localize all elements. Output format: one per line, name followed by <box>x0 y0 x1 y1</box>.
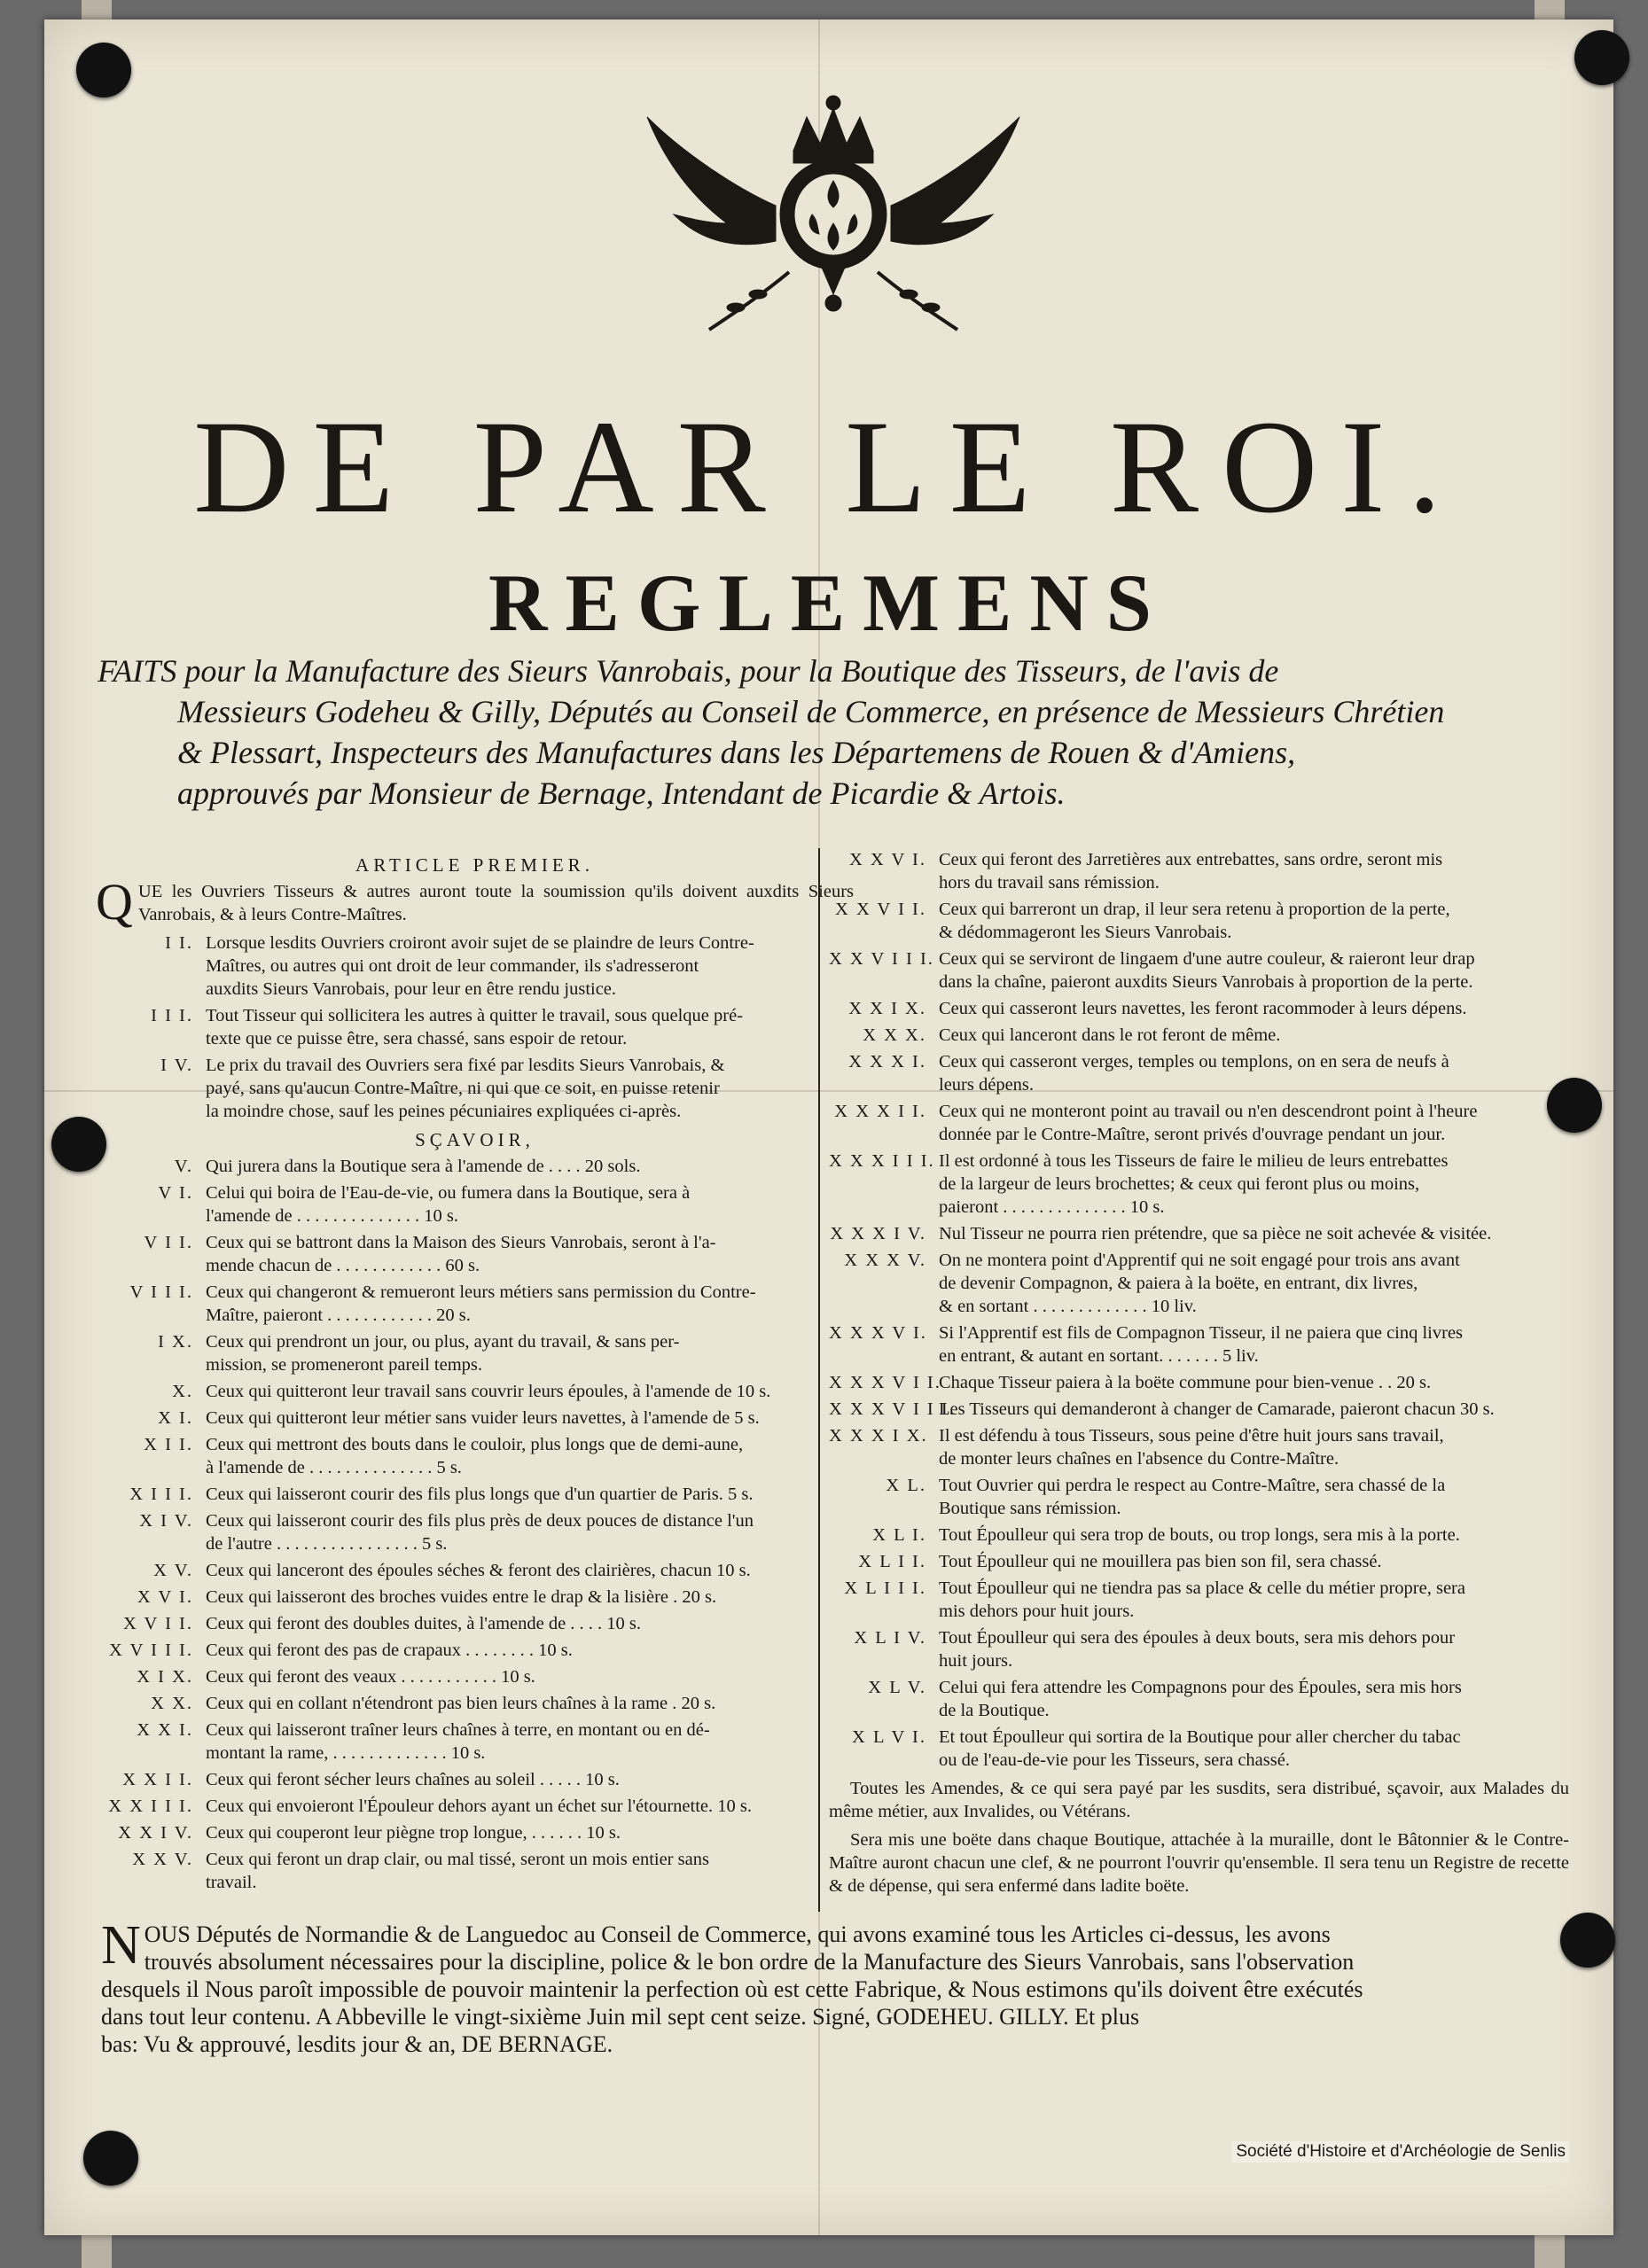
article-line: Ceux qui feront un drap clair, ou mal tissé, seront un mois entier sans <box>206 1850 709 1869</box>
articles-list-a <box>96 931 854 1123</box>
article-text <box>939 1398 1569 1421</box>
article-number: X L I I. <box>858 1552 926 1571</box>
pin-icon <box>1560 1913 1615 1968</box>
article-text <box>939 1550 1569 1573</box>
article-text <box>206 1380 854 1403</box>
article-number: X X. <box>151 1694 193 1713</box>
article-item <box>829 1371 1569 1394</box>
article-number: X I. <box>158 1408 193 1428</box>
article-line: Tout Époulleur qui sera trop de bouts, ou trop longs, sera mis à la porte. <box>939 1525 1460 1545</box>
preamble-line: Messieurs Godeheu & Gilly, Députés au Conseil de Commerce, en présence de Messieurs Chrétien <box>177 694 1445 729</box>
article-text <box>206 1231 854 1277</box>
article-number: X I I. <box>144 1435 193 1454</box>
article-line: Ceux qui laisseront des broches vuides entre le drap & la lisière . 20 s. <box>206 1587 717 1607</box>
scavoir-heading: SÇAVOIR, <box>415 1129 535 1150</box>
article-line: Tout Ouvrier qui perdra le respect au Contre-Maître, sera chassé de la <box>939 1476 1446 1495</box>
article-line: donnée par le Contre-Maître, seront privés d'ouvrage pendant un jour. <box>939 1125 1446 1144</box>
article-text <box>206 1330 854 1376</box>
closing-line: trouvés absolument nécessaires pour la discipline, police & le bon ordre de la Manufacture des Sieurs Vanrobais, sans l'observation <box>144 1949 1355 1975</box>
article-item <box>829 1577 1569 1623</box>
article-number: X X V I I I. <box>829 949 934 969</box>
article-number: X X X. <box>863 1025 926 1045</box>
article-text <box>206 1848 854 1894</box>
article-line: montant la rame, . . . . . . . . . . . . . 10 s. <box>206 1743 486 1763</box>
article-item <box>829 848 1569 894</box>
article-line: Qui jurera dans la Boutique sera à l'amende de . . . . 20 sols. <box>206 1157 641 1176</box>
article-item <box>96 1719 854 1765</box>
article-item <box>829 1474 1569 1520</box>
article-text <box>939 1249 1569 1318</box>
article-number: X X V I. <box>849 850 926 869</box>
article-text <box>939 1321 1569 1368</box>
article-number: X X X V I I I. <box>829 1399 956 1419</box>
article-item <box>96 1665 854 1688</box>
article-line: leurs dépens. <box>939 1075 1035 1095</box>
article-item <box>96 1586 854 1609</box>
article-item <box>96 1380 854 1403</box>
article-line: Ceux qui prendront un jour, ou plus, ayant du travail, & sans per- <box>206 1332 680 1352</box>
article-text <box>939 947 1569 994</box>
preamble <box>98 651 1569 814</box>
article-text <box>206 1155 854 1178</box>
article-line: à l'amende de . . . . . . . . . . . . . . 5 s. <box>206 1458 462 1477</box>
article-text <box>206 1181 854 1228</box>
articles-list-b <box>96 1155 854 1894</box>
article-item <box>829 947 1569 994</box>
article-line: Et tout Époulleur qui sortira de la Boutique pour aller chercher du tabac <box>939 1727 1461 1747</box>
closing-line: OUS Députés de Normandie & de Languedoc au Conseil de Commerce, qui avons examiné tous les Articles ci-dessus, les avons <box>144 1921 1331 1947</box>
article-number: V. <box>174 1157 193 1176</box>
article-line: & dédommageront les Sieurs Vanrobais. <box>939 923 1232 942</box>
article-number: X X X I I. <box>834 1102 926 1121</box>
article-line: Ceux qui quitteront leur métier sans vuider leurs navettes, à l'amende de 5 s. <box>206 1408 760 1428</box>
closing-statement <box>101 1915 1573 2058</box>
article-item <box>829 1050 1569 1096</box>
article-text <box>939 1050 1569 1096</box>
article-line: de devenir Compagnon, & paiera à la boëte, en entrant, dix livres, <box>939 1274 1418 1293</box>
article-line: Ceux qui feront des doubles duites, à l'amende de . . . . 10 s. <box>206 1614 642 1633</box>
article-item <box>96 1639 854 1662</box>
article-text <box>939 1626 1569 1672</box>
article-line: Ceux qui laisseront traîner leurs chaînes à terre, en montant ou en dé- <box>206 1720 710 1740</box>
article-text <box>206 1795 854 1818</box>
article-line: Ceux qui quitteront leur travail sans couvrir leurs époules, à l'amende de 10 s. <box>206 1382 771 1401</box>
article-line: Ceux qui laisseront courir des fils plus près de deux pouces de distance l'un <box>206 1511 754 1531</box>
article-line: Ceux qui casseront leurs navettes, les feront racommoder à leurs dépens. <box>939 999 1467 1018</box>
article-line: Ceux qui feront des veaux . . . . . . . . . . . 10 s. <box>206 1667 535 1687</box>
article-item <box>96 1483 854 1506</box>
article-line: Ceux qui laisseront courir des fils plus longs que d'un quartier de Paris. 5 s. <box>206 1485 754 1504</box>
article-line: texte que ce puisse être, sera chassé, sans espoir de retour. <box>206 1029 628 1048</box>
article-line: Tout Époulleur qui ne tiendra pas sa place & celle du métier propre, sera <box>939 1578 1465 1598</box>
article-line: Maîtres, ou autres qui ont droit de leur commander, ils s'adresseront <box>206 956 699 976</box>
article-line: Ceux qui envoieront l'Épouleur dehors ayant un échet sur l'étournette. 10 s. <box>206 1796 752 1816</box>
poster-sheet <box>44 19 1613 2235</box>
article-line: Ceux qui changeront & remueront leurs métiers sans permission du Contre- <box>206 1282 756 1302</box>
article-line: huit jours. <box>939 1651 1013 1671</box>
article-number: X I X. <box>137 1667 193 1687</box>
article-line: On ne montera point d'Apprentif qui ne soit engagé pour trois ans avant <box>939 1251 1460 1270</box>
drop-cap: N <box>101 1915 141 1976</box>
article-item <box>96 1848 854 1894</box>
article-number: X X X V I I. <box>829 1373 941 1392</box>
article-text <box>939 1424 1569 1470</box>
article-text <box>939 1726 1569 1772</box>
article-number: X L V I. <box>852 1727 926 1747</box>
article-line: Il est défendu à tous Tisseurs, sous peine d'être huit jours sans travail, <box>939 1426 1444 1446</box>
article-text <box>939 1371 1569 1394</box>
article-line: Ceux qui ne monteront point au travail ou n'en descendront point à l'heure <box>939 1102 1478 1121</box>
article-item <box>96 1054 854 1123</box>
article-line: & en sortant . . . . . . . . . . . . . 10 liv. <box>939 1297 1197 1316</box>
article-item <box>829 1222 1569 1245</box>
article-line: mende chacun de . . . . . . . . . . . . 60 s. <box>206 1256 480 1275</box>
article-text <box>206 1054 854 1123</box>
article-number: X. <box>172 1382 193 1401</box>
article-item <box>829 997 1569 1020</box>
article-line: mission, se promeneront pareil temps. <box>206 1355 482 1375</box>
note-amendes: Toutes les Amendes, & ce qui sera payé par les susdits, sera distribué, sçavoir, aux Malades du même métier, aux Invalides, ou Vétérans. <box>829 1779 1569 1821</box>
article-line: Ceux qui mettront des bouts dans le couloir, plus longs que de demi-aune, <box>206 1435 744 1454</box>
preamble-line: approuvés par Monsieur de Bernage, Intendant de Picardie & Artois. <box>177 775 1066 811</box>
article-line: paieront . . . . . . . . . . . . . . 10 s. <box>939 1197 1165 1217</box>
article-number: X X V I I. <box>835 900 926 919</box>
right-column <box>829 848 1569 1901</box>
article-text <box>206 1004 854 1050</box>
article-line: de l'autre . . . . . . . . . . . . . . . . 5 s. <box>206 1534 448 1554</box>
article-line: de la largeur de leurs brochettes; & ceux qui feront plus ou moins, <box>939 1174 1420 1194</box>
article-line: Ceux qui se serviront de lingaem d'une autre couleur, & raieront leur drap <box>939 949 1475 969</box>
article-item <box>96 1692 854 1715</box>
pin-icon <box>76 43 131 97</box>
closing-line: desquels il Nous paroît impossible de pouvoir maintenir la perfection où est cette Fabrique, & Nous estimons qu'ils doivent être exécutés <box>101 1976 1363 2002</box>
article-line: en entrant, & autant en sortant. . . . . . . 5 liv. <box>939 1346 1259 1366</box>
article-text <box>939 1524 1569 1547</box>
article-number: X X I. <box>137 1720 193 1740</box>
article-line: Il est ordonné à tous les Tisseurs de faire le milieu de leurs entrebattes <box>939 1151 1449 1171</box>
note-boete: Sera mis une boëte dans chaque Boutique, attachée à la muraille, dont le Bâtonnier & le Contre-Maître auront chacun une clef, & ne pourront l'ouvrir qu'ensemble. Il sera tenu un Registre de recette & de dépense, qui sera enfermé dans ladite boëte. <box>829 1830 1569 1896</box>
article-text <box>939 1222 1569 1245</box>
article-number: X V I I. <box>122 1614 193 1633</box>
closing-line: dans tout leur contenu. A Abbeville le vingt-sixième Juin mil sept cent seize. Signé, GODEHEU. GILLY. Et plus <box>101 2004 1140 2030</box>
article-text <box>206 1559 854 1582</box>
article-text <box>206 1483 854 1506</box>
article-number: I V. <box>160 1056 193 1075</box>
article-number: V I I I. <box>129 1282 193 1302</box>
article-number: X X X I I I. <box>829 1151 935 1171</box>
article-line: Tout Époulleur qui ne mouillera pas bien son fil, sera chassé. <box>939 1552 1382 1571</box>
article-text <box>206 1821 854 1844</box>
article-number: X X I V. <box>118 1823 193 1843</box>
article-line: Maître, paieront . . . . . . . . . . . . 20 s. <box>206 1305 471 1325</box>
article-line: Le prix du travail des Ouvriers sera fixé par lesdits Sieurs Vanrobais, & <box>206 1056 725 1075</box>
royal-crest-icon <box>629 82 1037 374</box>
article-item <box>96 1181 854 1228</box>
article-number: X L I I I. <box>844 1578 926 1598</box>
poster-subtitle: REGLEMENS <box>488 557 1169 648</box>
article-number: V I I. <box>144 1233 193 1252</box>
article-line: l'amende de . . . . . . . . . . . . . . 10 s. <box>206 1206 458 1226</box>
article-line: Ceux qui lanceront dans le rot feront de même. <box>939 1025 1281 1045</box>
article-item <box>829 1321 1569 1368</box>
article-text <box>206 1586 854 1609</box>
article-line: de la Boutique. <box>939 1701 1050 1720</box>
article-item <box>829 1550 1569 1573</box>
article-line: mis dehors pour huit jours. <box>939 1602 1135 1621</box>
article-line: auxdits Sieurs Vanrobais, pour leur en être rendu justice. <box>206 979 617 999</box>
article-item <box>96 1821 854 1844</box>
article-item <box>829 1424 1569 1470</box>
article-number: X X X I V. <box>830 1224 926 1243</box>
article-text <box>206 1665 854 1688</box>
poster-title: DE PAR LE ROI. <box>193 394 1464 541</box>
article-text <box>206 1281 854 1327</box>
article-line: Tout Tisseur qui sollicitera les autres à quitter le travail, sous quelque pré- <box>206 1006 744 1025</box>
article-item <box>96 1407 854 1430</box>
left-column <box>96 848 854 1898</box>
article-text <box>206 1433 854 1479</box>
article-text <box>939 1676 1569 1722</box>
article-number: X I I I. <box>129 1485 193 1504</box>
articles-list-right <box>829 848 1569 1772</box>
article-number: X V I I I. <box>109 1641 193 1660</box>
article-item <box>829 1100 1569 1146</box>
article-line: Ceux qui se battront dans la Maison des Sieurs Vanrobais, seront à l'a- <box>206 1233 716 1252</box>
article-item <box>96 1433 854 1479</box>
article-item <box>829 1676 1569 1722</box>
article-line: Ceux qui casseront verges, temples ou templons, on en sera de neufs à <box>939 1052 1449 1072</box>
article-text <box>206 931 854 1001</box>
article-line: Lorsque lesdits Ouvriers croiront avoir sujet de se plaindre de leurs Contre- <box>206 933 754 953</box>
article-number: X L. <box>886 1476 926 1495</box>
article-number: V I. <box>158 1183 193 1203</box>
article-premier <box>96 873 854 931</box>
article-number: X X I X. <box>848 999 926 1018</box>
article-item <box>96 1612 854 1635</box>
article-number: I X. <box>158 1332 193 1352</box>
article-line: Nul Tisseur ne pourra rien prétendre, que sa pièce ne soit achevée & visitée. <box>939 1224 1492 1243</box>
article-text <box>206 1692 854 1715</box>
article-number: X X X I. <box>848 1052 926 1072</box>
article-item <box>829 1398 1569 1421</box>
article-line: de monter leurs chaînes en l'absence du Contre-Maître. <box>939 1449 1339 1469</box>
article-number: X L I V. <box>854 1628 926 1648</box>
article-line: ou de l'eau-de-vie pour les Tisseurs, sera chassé. <box>939 1750 1290 1770</box>
article-line: Celui qui boira de l'Eau-de-vie, ou fumera dans la Boutique, sera à <box>206 1183 691 1203</box>
article-number: X I V. <box>139 1511 193 1531</box>
article-item <box>829 898 1569 944</box>
article-number: X L I. <box>872 1525 926 1545</box>
article-text <box>939 1100 1569 1146</box>
article-number: X X I I I. <box>108 1796 193 1816</box>
article-line: Ceux qui lanceront des époules séches & feront des clairières, chacun 10 s. <box>206 1561 751 1580</box>
article-item <box>829 1150 1569 1219</box>
article-number: X X X V. <box>844 1251 926 1270</box>
article-text <box>206 1719 854 1765</box>
article-text <box>206 1639 854 1662</box>
article-text <box>939 898 1569 944</box>
article-line: Ceux qui feront des pas de crapaux . . . . . . . . 10 s. <box>206 1641 573 1660</box>
preamble-line: & Plessart, Inspecteurs des Manufactures dans les Départemens de Rouen & d'Amiens, <box>177 735 1296 770</box>
closing-line: bas: Vu & approuvé, lesdits jour & an, DE BERNAGE. <box>101 2031 613 2057</box>
article-line: Ceux qui couperont leur piègne trop longue, . . . . . . 10 s. <box>206 1823 621 1843</box>
article-text <box>939 1150 1569 1219</box>
article-number: X L V. <box>868 1678 926 1697</box>
drop-cap: Q <box>96 873 133 931</box>
article-number: X X X I X. <box>829 1426 928 1446</box>
photo-credit: Société d'Histoire et d'Archéologie de Senlis <box>1232 2141 1569 2163</box>
article-text <box>939 1577 1569 1623</box>
article-line: Ceux qui en collant n'étendront pas bien leurs chaînes à la rame . 20 s. <box>206 1694 716 1713</box>
article-line: dans la chaîne, paieront auxdits Sieurs Vanrobais à proportion de la perte. <box>939 972 1473 992</box>
article-item <box>96 1559 854 1582</box>
article-text <box>939 848 1569 894</box>
article-item <box>829 1524 1569 1547</box>
article-text <box>206 1509 854 1555</box>
article-item <box>96 931 854 1001</box>
article-number: I I. <box>165 933 193 953</box>
article-line: Les Tisseurs qui demanderont à changer de Camarade, paieront chacun 30 s. <box>939 1399 1495 1419</box>
pin-icon <box>83 2131 138 2186</box>
article-premier-text: UE les Ouvriers Tisseurs & autres auront toute la soumission qu'ils doivent auxdits Sieurs Vanrobais, & à leurs Contre-Maîtres. <box>137 882 854 924</box>
article-item <box>96 1330 854 1376</box>
article-text <box>206 1612 854 1635</box>
article-item <box>829 1024 1569 1047</box>
article-item <box>96 1509 854 1555</box>
article-item <box>829 1726 1569 1772</box>
pin-icon <box>1574 30 1629 85</box>
article-text <box>206 1768 854 1791</box>
article-text <box>206 1407 854 1430</box>
article-item <box>96 1004 854 1050</box>
article-item <box>96 1231 854 1277</box>
article-number: X V. <box>153 1561 193 1580</box>
article-line: Celui qui fera attendre les Compagnons pour des Époules, sera mis hors <box>939 1678 1462 1697</box>
article-line: Ceux qui barreront un drap, il leur sera retenu à proportion de la perte, <box>939 900 1450 919</box>
article-line: Tout Époulleur qui sera des époules à deux bouts, sera mis dehors pour <box>939 1628 1456 1648</box>
preamble-line: FAITS pour la Manufacture des Sieurs Vanrobais, pour la Boutique des Tisseurs, de l'avis de <box>98 653 1279 689</box>
article-item <box>96 1155 854 1178</box>
article-text <box>939 1024 1569 1047</box>
pin-icon <box>1547 1078 1602 1133</box>
article-line: payé, sans qu'aucun Contre-Maître, ni qui que ce soit, en puisse retenir <box>206 1079 720 1098</box>
article-line: Ceux qui feront sécher leurs chaînes au soleil . . . . . 10 s. <box>206 1770 620 1789</box>
article-item <box>829 1626 1569 1672</box>
article-number: X X X V I. <box>829 1323 927 1343</box>
article-number: X X V. <box>132 1850 193 1869</box>
article-number: I I I. <box>151 1006 193 1025</box>
article-number: X X I I. <box>122 1770 193 1789</box>
article-text <box>939 1474 1569 1520</box>
article-item <box>96 1281 854 1327</box>
article-item <box>829 1249 1569 1318</box>
pin-icon <box>51 1117 106 1172</box>
article-line: travail. <box>206 1873 257 1892</box>
article-line: hors du travail sans rémission. <box>939 873 1160 892</box>
article-item <box>96 1795 854 1818</box>
article-number: X V I. <box>137 1587 193 1607</box>
article-line: Boutique sans rémission. <box>939 1499 1121 1518</box>
article-item <box>96 1768 854 1791</box>
article-line: Ceux qui feront des Jarretières aux entrebattes, sans ordre, seront mis <box>939 850 1443 869</box>
article-line: Si l'Apprentif est fils de Compagnon Tisseur, il ne paiera que cinq livres <box>939 1323 1464 1343</box>
article-premier-heading: ARTICLE PREMIER. <box>355 854 594 876</box>
article-text <box>939 997 1569 1020</box>
article-line: Chaque Tisseur paiera à la boëte commune pour bien-venue . . 20 s. <box>939 1373 1432 1392</box>
article-line: la moindre chose, sauf les peines pécuniaires expliquées ci-après. <box>206 1102 682 1121</box>
